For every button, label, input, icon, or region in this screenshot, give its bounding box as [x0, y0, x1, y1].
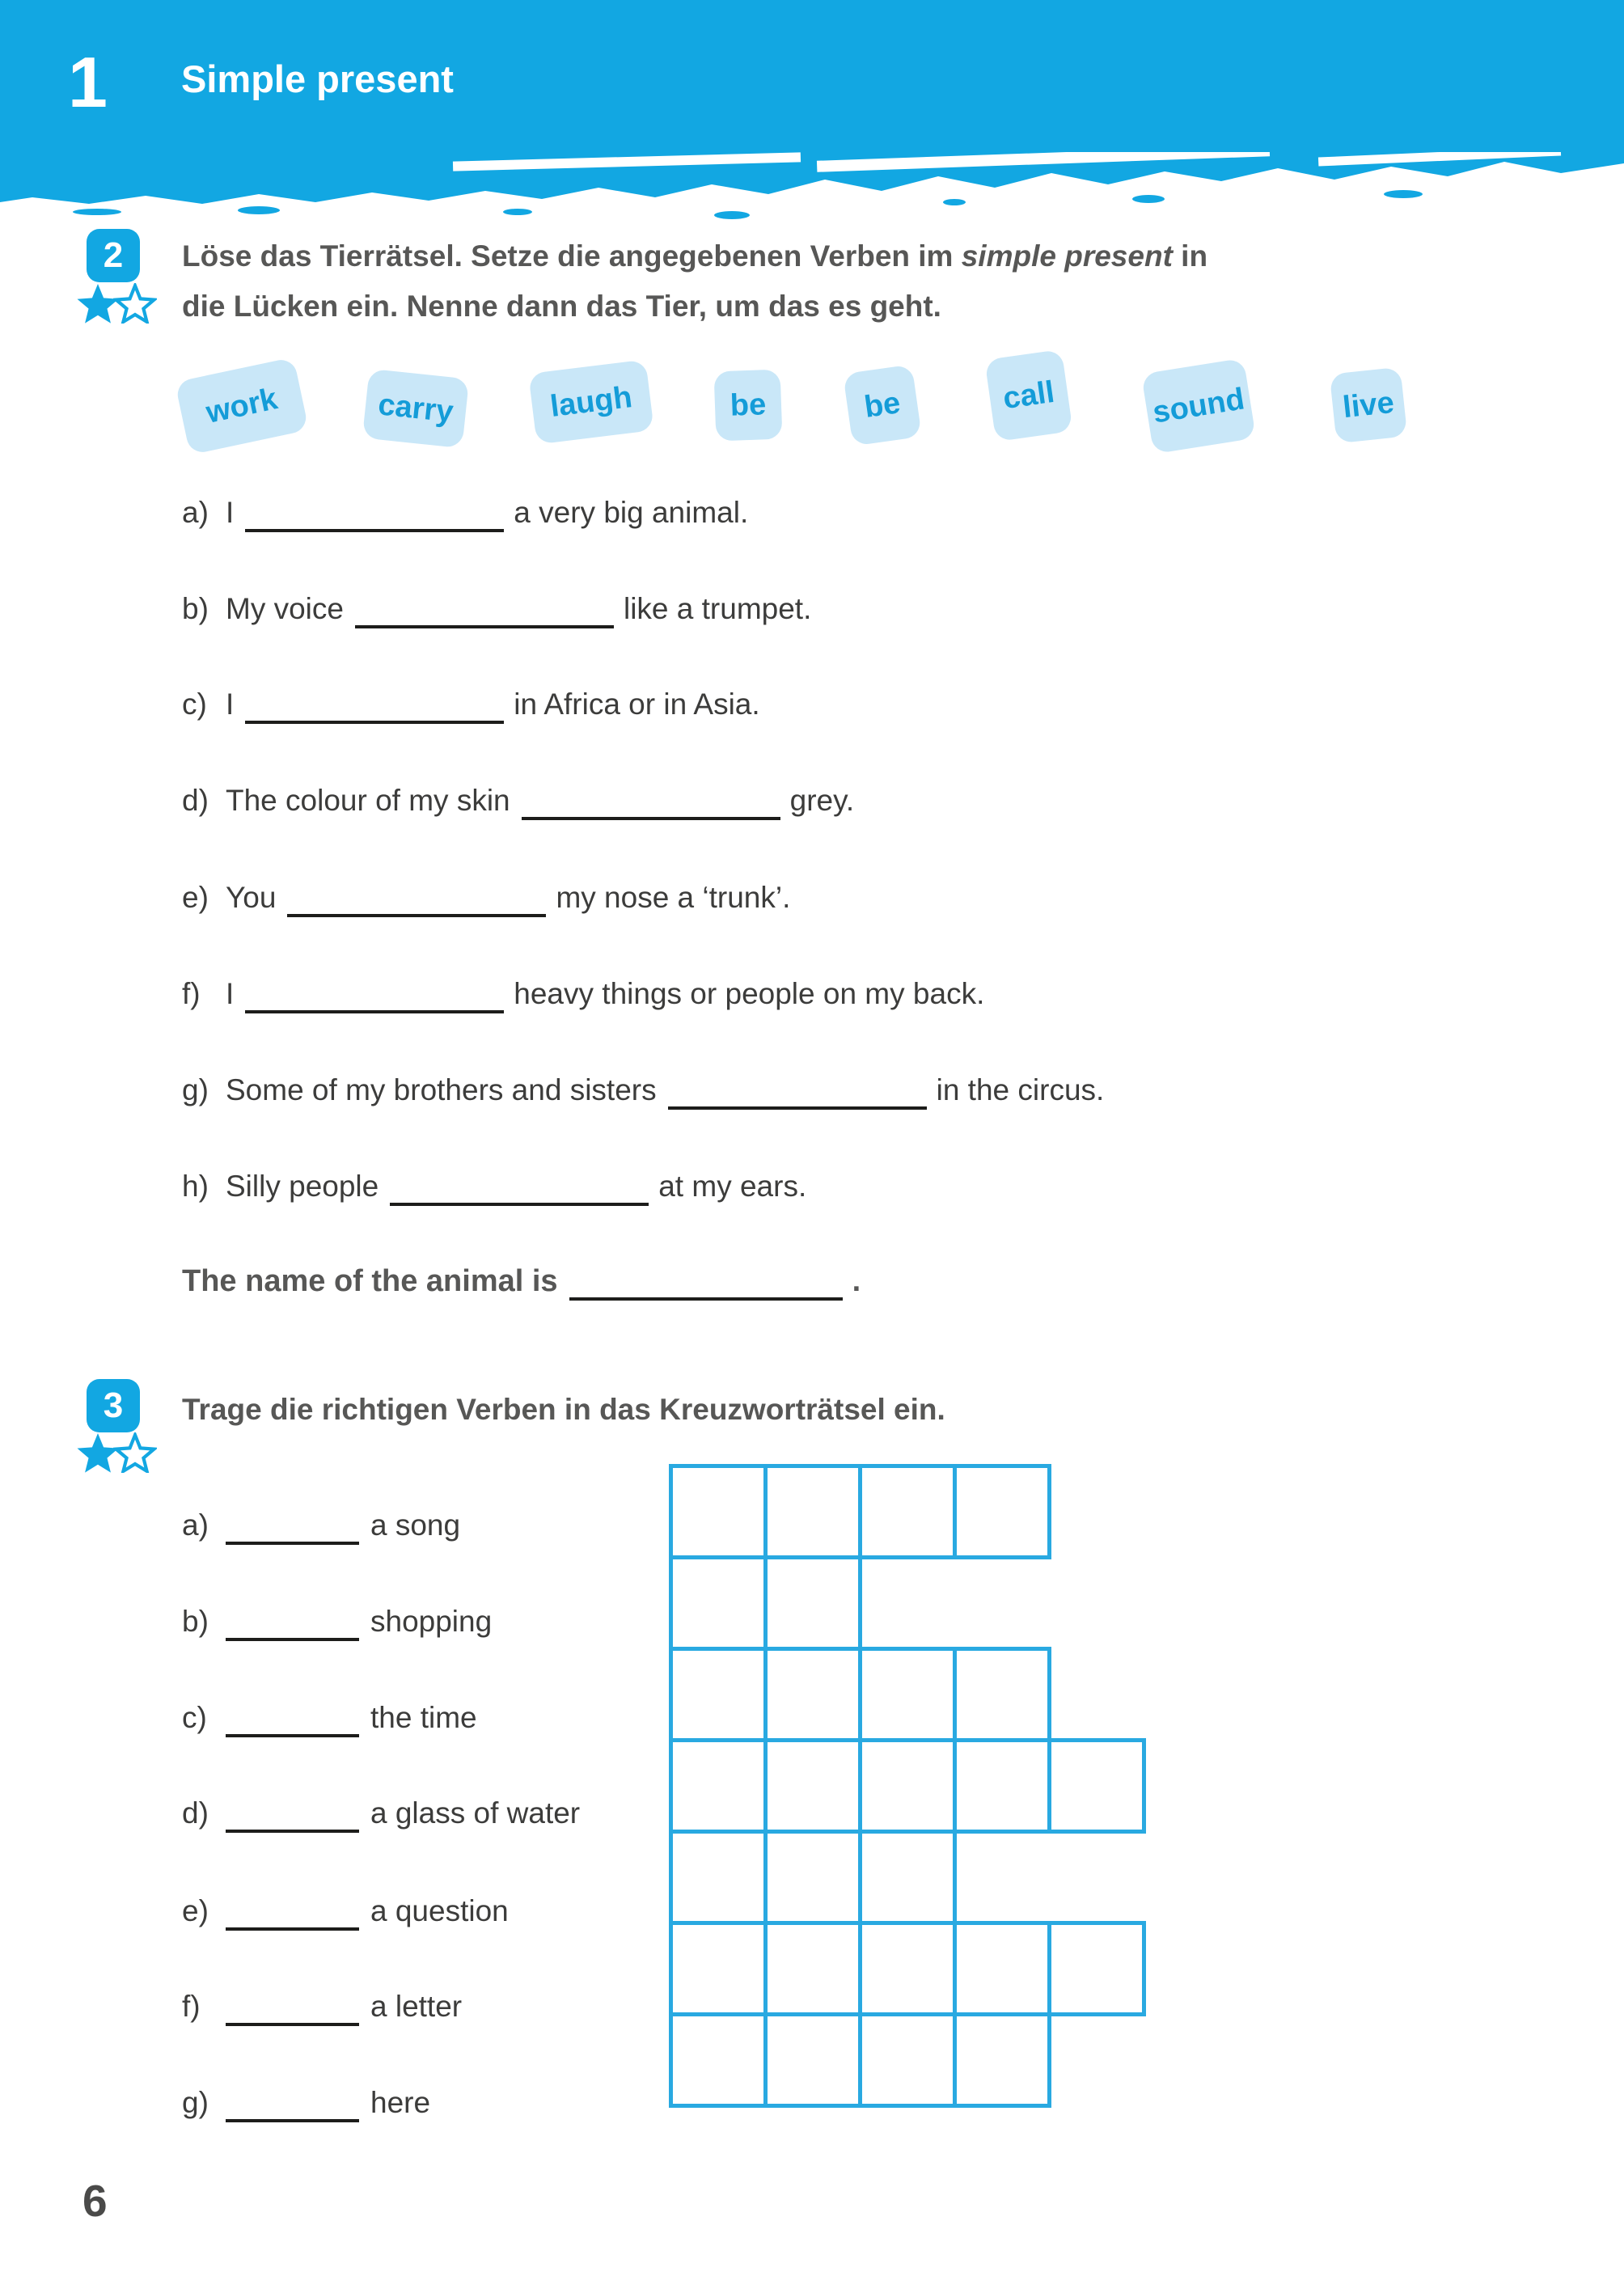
sentence-pre: The colour of my skin — [226, 784, 510, 817]
clue-label: b) — [182, 1605, 209, 1638]
fill-blank[interactable] — [226, 1734, 359, 1737]
crossword-grid — [669, 1464, 1146, 2108]
crossword-cell[interactable] — [669, 1921, 768, 2016]
word-chip[interactable]: sound — [1141, 358, 1256, 455]
crossword-cell[interactable] — [669, 1555, 768, 1651]
sentence-post: heavy things or people on my back. — [514, 977, 985, 1010]
clue-row — [182, 1506, 460, 1545]
exercise3-difficulty-stars — [76, 1432, 157, 1473]
crossword-cell[interactable] — [953, 2012, 1051, 2108]
sentence-row — [182, 1167, 806, 1206]
fill-blank[interactable] — [245, 529, 504, 532]
clue-text: here — [370, 2086, 431, 2119]
answer-line-punct: . — [852, 1264, 861, 1298]
sentence-post: in Africa or in Asia. — [514, 687, 760, 721]
clue-row — [182, 1892, 509, 1931]
clue-label: c) — [182, 1701, 207, 1734]
sentence-row — [182, 590, 811, 628]
word-chip[interactable]: be — [714, 370, 783, 442]
crossword-cell[interactable] — [953, 1464, 1051, 1559]
crossword-cell[interactable] — [1047, 1738, 1146, 1834]
crossword-cell[interactable] — [953, 1921, 1051, 2016]
crossword-row — [669, 1830, 1146, 1925]
crossword-cell[interactable] — [858, 1738, 957, 1834]
sentence-post: at my ears. — [658, 1170, 807, 1203]
word-chip[interactable]: laugh — [528, 359, 654, 444]
clue-text: a letter — [370, 1990, 463, 2023]
sentence-label: g) — [182, 1073, 209, 1106]
exercise2-instruction — [182, 231, 1363, 332]
fill-blank[interactable] — [569, 1297, 843, 1301]
clue-text: a song — [370, 1508, 461, 1542]
crossword-cell[interactable] — [1047, 1921, 1146, 2016]
word-chip[interactable]: work — [175, 357, 309, 455]
sentence-label: c) — [182, 687, 207, 721]
crossword-cell[interactable] — [858, 1921, 957, 2016]
crossword-row — [669, 1464, 1146, 1559]
exercise2-number-badge: 2 — [87, 229, 140, 282]
header-brush-edge — [0, 152, 1624, 225]
word-chip[interactable]: be — [843, 364, 922, 446]
clue-label: e) — [182, 1894, 209, 1927]
crossword-cell[interactable] — [669, 2012, 768, 2108]
crossword-row — [669, 2012, 1146, 2108]
instruction-text: Löse das Tierrätsel. Setze die angegebenen Verben im — [182, 239, 962, 273]
clue-label: a) — [182, 1508, 209, 1542]
crossword-cell[interactable] — [669, 1647, 768, 1742]
sentence-pre: I — [226, 977, 235, 1010]
star-outline-icon — [113, 283, 157, 324]
sentence-pre: I — [226, 496, 235, 529]
sentence-post: in the circus. — [936, 1073, 1105, 1106]
crossword-cell[interactable] — [763, 2012, 862, 2108]
word-chip[interactable]: carry — [362, 369, 469, 448]
crossword-cell[interactable] — [763, 1647, 862, 1742]
sentence-pre: Some of my brothers and sisters — [226, 1073, 657, 1106]
sentence-label: f) — [182, 977, 201, 1010]
instruction-text: in — [1172, 239, 1208, 273]
sentence-label: d) — [182, 784, 209, 817]
word-chip[interactable]: live — [1330, 367, 1408, 444]
fill-blank[interactable] — [668, 1106, 927, 1110]
crossword-cell[interactable] — [669, 1738, 768, 1834]
clue-label: d) — [182, 1796, 209, 1830]
fill-blank[interactable] — [226, 2023, 359, 2026]
sentence-pre: My voice — [226, 592, 344, 625]
sentence-row — [182, 493, 748, 532]
sentence-pre: You — [226, 881, 277, 914]
sentence-post: like a trumpet. — [623, 592, 812, 625]
fill-blank[interactable] — [226, 2119, 359, 2122]
sentence-pre: Silly people — [226, 1170, 379, 1203]
sentence-label: e) — [182, 881, 209, 914]
clue-row — [182, 1602, 492, 1641]
clue-row — [182, 1987, 462, 2026]
sentence-row — [182, 1071, 1104, 1110]
sentence-label: b) — [182, 592, 209, 625]
clue-label: g) — [182, 2086, 209, 2119]
instruction-italic-text: simple present — [961, 239, 1173, 273]
clue-text: shopping — [370, 1605, 493, 1638]
clue-row — [182, 1699, 477, 1737]
sentence-row — [182, 878, 790, 917]
page-number: 6 — [82, 2176, 108, 2226]
sentence-row — [182, 781, 854, 820]
sentence-post: my nose a ‘trunk’. — [556, 881, 791, 914]
clue-row — [182, 2084, 430, 2122]
page-title: Simple present — [181, 57, 454, 100]
exercise3-instruction: Trage die richtigen Verben in das Kreuzworträtsel ein. — [182, 1393, 945, 1426]
clue-text: the time — [370, 1701, 477, 1734]
crossword-cell[interactable] — [763, 1830, 862, 1925]
exercise3-number-badge: 3 — [87, 1379, 140, 1432]
sentence-row — [182, 975, 984, 1013]
fill-blank[interactable] — [390, 1203, 649, 1206]
crossword-cell[interactable] — [858, 1830, 957, 1925]
fill-blank[interactable] — [226, 1830, 359, 1833]
crossword-cell[interactable] — [763, 1738, 862, 1834]
crossword-cell[interactable] — [858, 1464, 957, 1559]
unit-number: 1 — [68, 42, 108, 122]
crossword-cell[interactable] — [953, 1647, 1051, 1742]
sentence-post: grey. — [789, 784, 855, 817]
fill-blank[interactable] — [226, 1927, 359, 1931]
sentence-row — [182, 685, 760, 724]
clue-label: f) — [182, 1990, 201, 2023]
crossword-cell[interactable] — [669, 1464, 768, 1559]
animal-answer-line — [182, 1264, 861, 1301]
crossword-cell[interactable] — [858, 2012, 957, 2108]
crossword-cell[interactable] — [763, 1555, 862, 1651]
fill-blank[interactable] — [245, 1010, 504, 1013]
sentence-post: a very big animal. — [514, 496, 749, 529]
fill-blank[interactable] — [287, 914, 546, 917]
clue-text: a question — [370, 1894, 509, 1927]
crossword-row — [669, 1738, 1146, 1834]
answer-line-text: The name of the animal is — [182, 1264, 558, 1298]
fill-blank[interactable] — [245, 721, 504, 724]
crossword-cell[interactable] — [953, 1738, 1051, 1834]
star-outline-icon — [113, 1432, 157, 1473]
fill-blank[interactable] — [355, 625, 614, 628]
instruction-text: die Lücken ein. Nenne dann das Tier, um das es geht. — [182, 290, 941, 323]
sentence-label: a) — [182, 496, 209, 529]
crossword-row — [669, 1647, 1146, 1742]
word-chip[interactable]: call — [984, 349, 1072, 442]
crossword-cell[interactable] — [763, 1921, 862, 2016]
crossword-cell[interactable] — [669, 1830, 768, 1925]
clue-row — [182, 1794, 580, 1833]
clue-text: a glass of water — [370, 1796, 581, 1830]
fill-blank[interactable] — [522, 817, 780, 820]
sentence-pre: I — [226, 687, 235, 721]
fill-blank[interactable] — [226, 1638, 359, 1641]
exercise2-difficulty-stars — [76, 283, 157, 324]
crossword-cell[interactable] — [763, 1464, 862, 1559]
sentence-label: h) — [182, 1170, 209, 1203]
crossword-row — [669, 1555, 1146, 1651]
crossword-cell[interactable] — [858, 1647, 957, 1742]
fill-blank[interactable] — [226, 1542, 359, 1545]
crossword-row — [669, 1921, 1146, 2016]
